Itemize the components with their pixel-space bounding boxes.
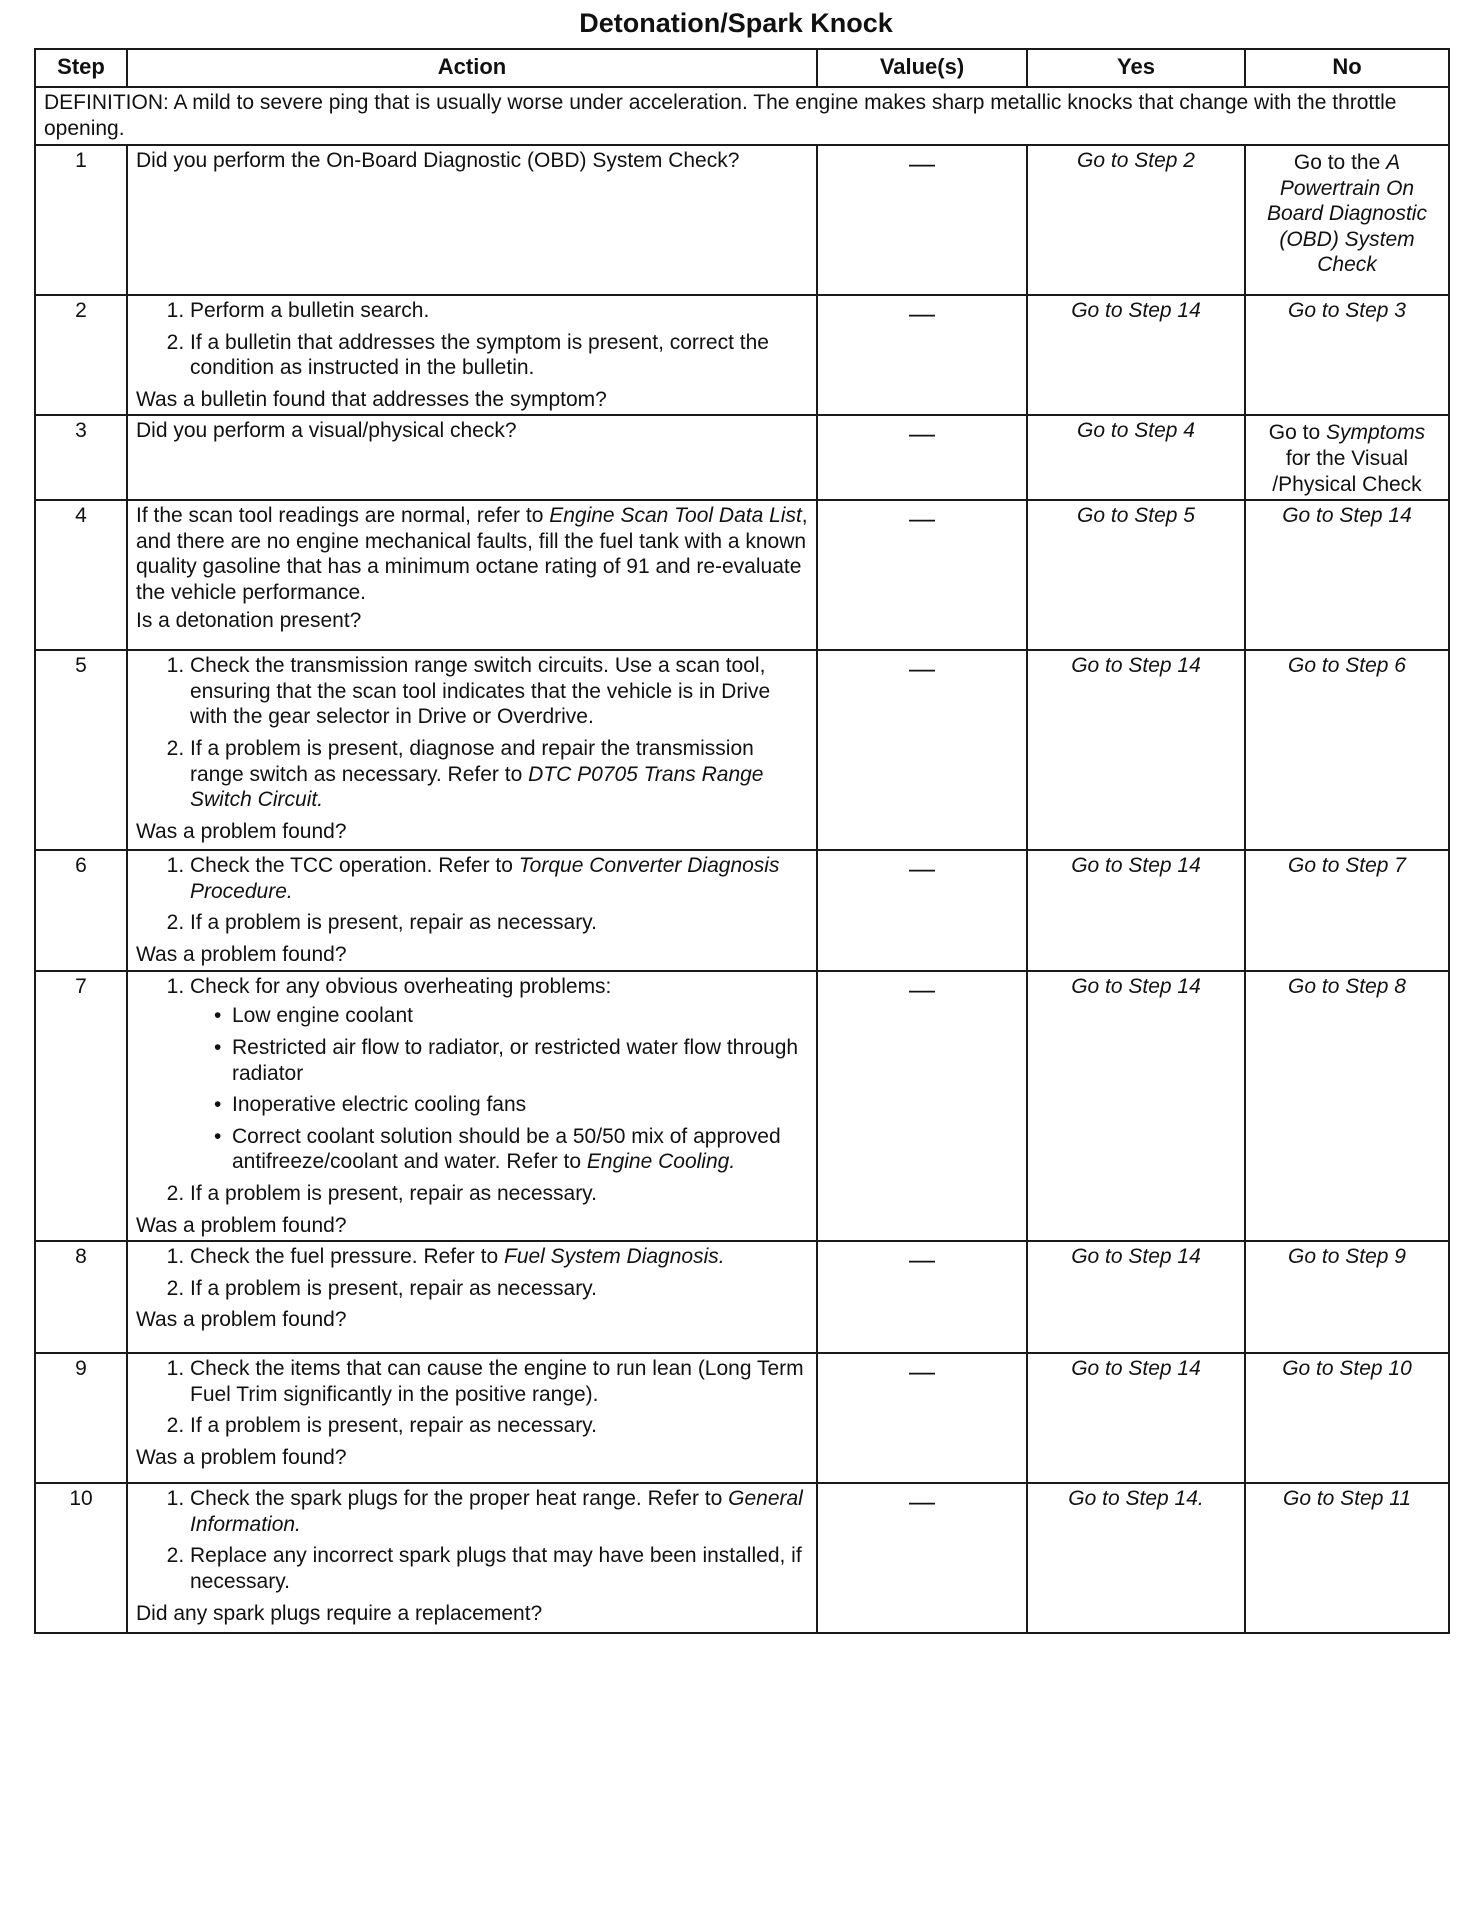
bullet-reference: Engine Cooling. bbox=[586, 1150, 736, 1174]
action-item: 2. Replace any incorrect spark plugs that may have been installed, if necessary. bbox=[190, 1543, 808, 1594]
page-title: Detonation/Spark Knock bbox=[579, 8, 893, 38]
step-number: 2 bbox=[35, 295, 127, 415]
action-item: 2. If a problem is present, repair as necessary. bbox=[190, 910, 808, 936]
action-item: 1. Check the transmission range switch circuits. Use a scan tool, ensuring that the scan tool indicates that the vehicle is in Drive with the gear selector in Drive or Overdrive. bbox=[190, 653, 808, 730]
action-reference: Engine Scan Tool Data List bbox=[549, 504, 802, 528]
action-cell bbox=[127, 850, 817, 970]
yes-cell: Go to Step 14 bbox=[1027, 1241, 1245, 1353]
action-item: 1. Perform a bulletin search. bbox=[190, 298, 808, 324]
action-item: 2. If a problem is present, repair as necessary. bbox=[190, 1181, 808, 1207]
action-text-part: , and there are no engine mechanical faults, fill the fuel tank with a known quality gasoline that has a minimum octane rating of 91 and re-evaluate the vehicle performance. bbox=[136, 504, 808, 605]
action-cell bbox=[127, 295, 817, 415]
action-text-part: If a problem is present, diagnose and repair the transmission range switch as necessary. Refer to bbox=[190, 737, 754, 786]
table-row bbox=[35, 1241, 1449, 1353]
definition-text: DEFINITION: A mild to severe ping that is usually worse under acceleration. The engine makes sharp metallic knocks that change with the throttle opening. bbox=[35, 87, 1449, 145]
yes-cell: Go to Step 4 bbox=[1027, 415, 1245, 500]
bullet-item: • Low engine coolant bbox=[214, 1003, 808, 1029]
action-item bbox=[190, 1244, 808, 1270]
action-question: Was a problem found? bbox=[136, 943, 347, 967]
no-cell: Go to Step 9 bbox=[1245, 1241, 1449, 1353]
value-cell: — bbox=[817, 500, 1027, 650]
action-question: Was a bulletin found that addresses the symptom? bbox=[136, 387, 607, 411]
bullet-item: • Restricted air flow to radiator, or restricted water flow through radiator bbox=[214, 1035, 808, 1086]
header-row bbox=[35, 49, 1449, 87]
no-cell: Go to Step 6 bbox=[1245, 650, 1449, 850]
action-item bbox=[190, 1486, 808, 1537]
step-number: 6 bbox=[35, 850, 127, 970]
bullet-item bbox=[214, 1124, 808, 1175]
action-text-part: Check the fuel pressure. Refer to bbox=[190, 1245, 504, 1269]
action-cell bbox=[127, 415, 817, 500]
value-cell: — bbox=[817, 650, 1027, 850]
yes-cell: Go to Step 14 bbox=[1027, 295, 1245, 415]
action-cell bbox=[127, 1241, 817, 1353]
definition-row bbox=[35, 87, 1449, 145]
no-text-suffix: for the Visual /Physical Check bbox=[1272, 447, 1422, 496]
action-cell bbox=[127, 500, 817, 650]
table-row bbox=[35, 1483, 1449, 1633]
no-cell: Go to Step 10 bbox=[1245, 1353, 1449, 1483]
yes-cell: Go to Step 14 bbox=[1027, 971, 1245, 1241]
diagnostic-table bbox=[34, 48, 1450, 1634]
no-cell bbox=[1245, 145, 1449, 295]
step-number: 4 bbox=[35, 500, 127, 650]
no-cell: Go to Step 14 bbox=[1245, 500, 1449, 650]
value-cell: — bbox=[817, 1241, 1027, 1353]
no-text: Go to the bbox=[1293, 151, 1387, 174]
table-row bbox=[35, 295, 1449, 415]
action-item bbox=[190, 736, 808, 813]
action-text-part: Check the TCC operation. Refer to bbox=[190, 854, 519, 878]
action-cell bbox=[127, 1353, 817, 1483]
action-text-part: Check for any obvious overheating problems: bbox=[190, 974, 612, 998]
value-cell: — bbox=[817, 850, 1027, 970]
bullet-text-part: Correct coolant solution should be a 50/50 mix of approved antifreeze/coolant and water. Refer to bbox=[232, 1124, 781, 1174]
action-question: Is a detonation present? bbox=[136, 608, 362, 632]
step-number: 5 bbox=[35, 650, 127, 850]
no-text: Go to bbox=[1268, 421, 1326, 445]
action-cell bbox=[127, 145, 817, 295]
action-item: 2. If a problem is present, repair as necessary. bbox=[190, 1413, 808, 1439]
action-question: Was a problem found? bbox=[136, 1308, 347, 1332]
step-number: 3 bbox=[35, 415, 127, 500]
step-number: 7 bbox=[35, 971, 127, 1241]
table-row bbox=[35, 500, 1449, 650]
action-question: Was a problem found? bbox=[136, 1446, 347, 1470]
action-question: Did any spark plugs require a replacement? bbox=[136, 1601, 543, 1625]
action-question: Was a problem found? bbox=[136, 1213, 347, 1237]
action-text-part: If the scan tool readings are normal, refer to bbox=[136, 504, 550, 528]
value-cell: — bbox=[817, 415, 1027, 500]
value-cell: — bbox=[817, 1353, 1027, 1483]
header-action: Action bbox=[127, 49, 817, 87]
yes-cell: Go to Step 14. bbox=[1027, 1483, 1245, 1633]
table-row bbox=[35, 1353, 1449, 1483]
action-reference: Fuel System Diagnosis. bbox=[504, 1245, 725, 1269]
yes-cell: Go to Step 5 bbox=[1027, 500, 1245, 650]
action-item: 2. If a problem is present, repair as necessary. bbox=[190, 1276, 808, 1302]
no-cell: Go to Step 7 bbox=[1245, 850, 1449, 970]
yes-cell: Go to Step 14 bbox=[1027, 1353, 1245, 1483]
value-cell: — bbox=[817, 1483, 1027, 1633]
action-question: Did you perform a visual/physical check? bbox=[136, 419, 517, 443]
table-row bbox=[35, 850, 1449, 970]
action-cell bbox=[127, 971, 817, 1241]
value-cell: — bbox=[817, 145, 1027, 295]
bullet-item: • Inoperative electric cooling fans bbox=[214, 1092, 808, 1118]
yes-cell: Go to Step 2 bbox=[1027, 145, 1245, 295]
no-reference: Symptoms bbox=[1326, 421, 1426, 445]
header-values: Value(s) bbox=[817, 49, 1027, 87]
step-number: 10 bbox=[35, 1483, 127, 1633]
action-reference: Torque Converter Diagnosis Procedure. bbox=[190, 854, 780, 903]
yes-cell: Go to Step 14 bbox=[1027, 650, 1245, 850]
step-number: 8 bbox=[35, 1241, 127, 1353]
no-cell: Go to Step 3 bbox=[1245, 295, 1449, 415]
yes-cell: Go to Step 14 bbox=[1027, 850, 1245, 970]
value-cell: — bbox=[817, 295, 1027, 415]
action-text-part: Check the spark plugs for the proper heat range. Refer to bbox=[190, 1487, 729, 1511]
table-row bbox=[35, 145, 1449, 295]
step-number: 9 bbox=[35, 1353, 127, 1483]
header-no: No bbox=[1245, 49, 1449, 87]
no-cell: Go to Step 8 bbox=[1245, 971, 1449, 1241]
table-row bbox=[35, 415, 1449, 500]
action-item: 2. If a bulletin that addresses the symptom is present, correct the condition as instructed in the bulletin. bbox=[190, 330, 808, 381]
action-question: Was a problem found? bbox=[136, 819, 347, 843]
no-reference: A Powertrain On Board Diagnostic (OBD) System Check bbox=[1267, 151, 1427, 277]
action-reference: DTC P0705 Trans Range Switch Circuit. bbox=[190, 762, 764, 812]
action-cell bbox=[127, 1483, 817, 1633]
action-text bbox=[136, 503, 808, 605]
table-row bbox=[35, 971, 1449, 1241]
action-item bbox=[190, 974, 808, 1175]
action-cell bbox=[127, 650, 817, 850]
no-cell: Go to Step 11 bbox=[1245, 1483, 1449, 1633]
header-step: Step bbox=[35, 49, 127, 87]
header-yes: Yes bbox=[1027, 49, 1245, 87]
action-item bbox=[190, 853, 808, 904]
value-cell: — bbox=[817, 971, 1027, 1241]
no-cell bbox=[1245, 415, 1449, 500]
table-row bbox=[35, 650, 1449, 850]
action-reference: General Information. bbox=[190, 1487, 803, 1536]
action-item: 1. Check the items that can cause the engine to run lean (Long Term Fuel Trim significantly in the positive range). bbox=[190, 1356, 808, 1407]
action-question: Did you perform the On-Board Diagnostic (OBD) System Check? bbox=[136, 149, 740, 172]
step-number: 1 bbox=[35, 145, 127, 295]
